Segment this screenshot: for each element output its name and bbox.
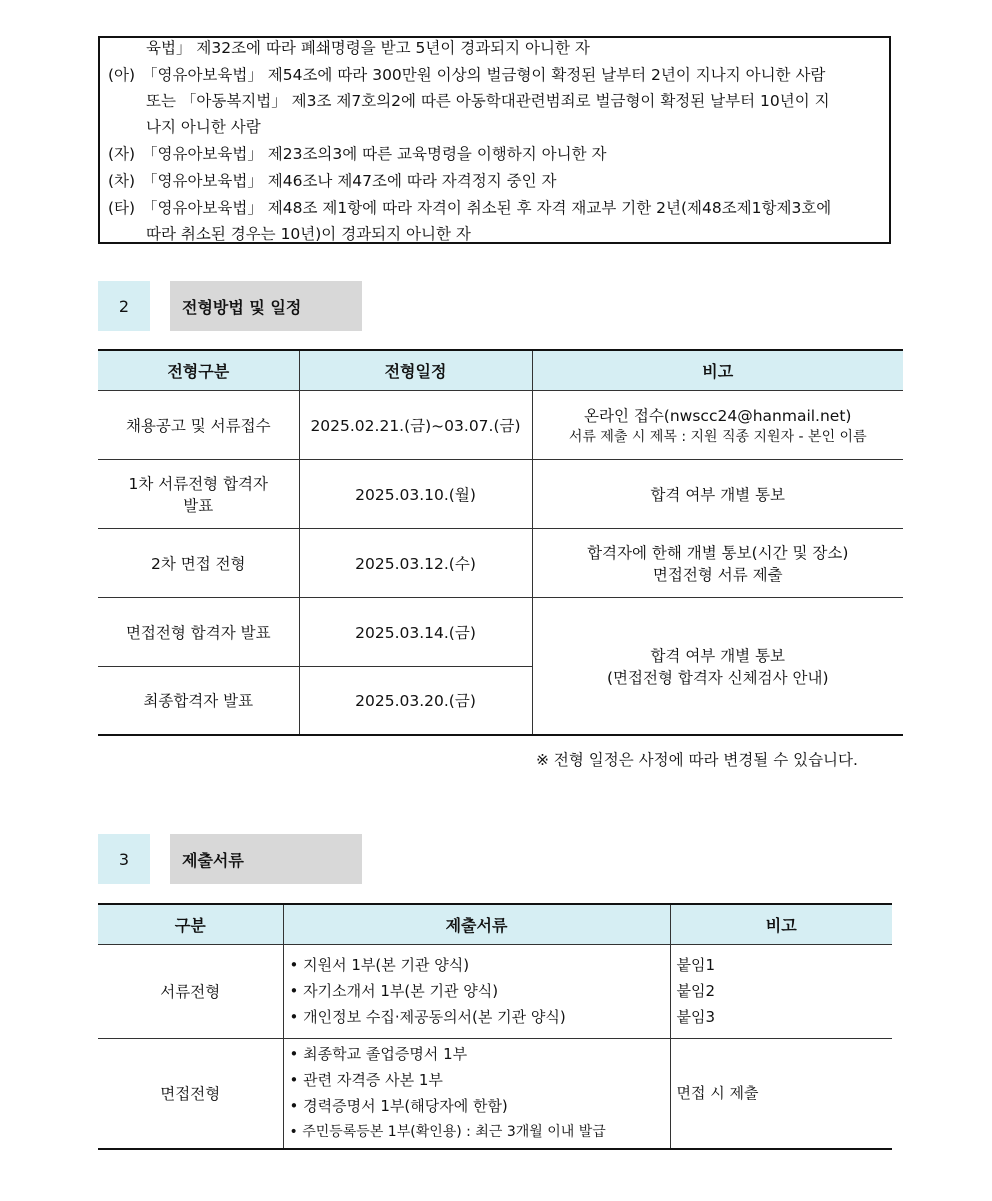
note-text: 합격 여부 개별 통보	[650, 646, 786, 665]
list-marker: (차)	[108, 172, 136, 190]
list-item-line: 따라 취소된 경우는 10년)이 경과되지 아니한 자	[146, 225, 471, 243]
documents-table	[98, 903, 892, 1150]
qualification-list-box	[98, 36, 891, 244]
docs-cell	[283, 944, 670, 1038]
list-item-line: 「영유아보육법」 제54조에 따라 300만원 이상의 벌금형이 확정된 날부터 2년이 지나지 아니한 사람	[142, 66, 826, 84]
date-cell: 2025.03.14.(금)	[299, 597, 532, 666]
table-row	[98, 390, 903, 459]
schedule-table	[98, 349, 903, 736]
attachment-label: 붙임3	[676, 1008, 716, 1026]
table-row	[98, 944, 892, 1038]
column-header: 제출서류	[283, 904, 670, 944]
table-row	[98, 597, 903, 666]
stage-cell: 채용공고 및 서류접수	[98, 390, 299, 459]
note-text: 면접전형 서류 제출	[652, 565, 783, 584]
section-title: 제출서류	[170, 834, 362, 884]
doc-item: • 최종학교 졸업증명서 1부	[289, 1045, 468, 1064]
column-header: 비고	[670, 904, 892, 944]
date-cell: 2025.03.10.(월)	[299, 459, 532, 528]
stage-cell: 2차 면접 전형	[98, 528, 299, 597]
list-item-line: 「영유아보육법」 제46조나 제47조에 따라 자격정지 중인 자	[142, 172, 557, 190]
merged-note-cell	[532, 597, 903, 735]
list-item-line: 나지 아니한 사람	[146, 118, 261, 136]
doc-item: • 자기소개서 1부(본 기관 양식)	[289, 982, 499, 1000]
note-text: 온라인 접수(nwscc24@hanmail.net)	[584, 406, 852, 425]
date-cell: 2025.03.20.(금)	[299, 666, 532, 735]
date-cell: 2025.02.21.(금)~03.07.(금)	[299, 390, 532, 459]
doc-item: • 주민등록등본 1부(확인용) : 최근 3개월 이내 발급	[289, 1124, 606, 1141]
category-cell: 면접전형	[98, 1038, 283, 1149]
doc-item: • 경력증명서 1부(해당자에 한함)	[289, 1097, 508, 1116]
column-header: 전형구분	[98, 350, 299, 390]
note-cell	[532, 390, 903, 459]
table-row	[98, 459, 903, 528]
list-marker: (아)	[108, 66, 136, 84]
stage-text: 발표	[183, 496, 214, 515]
stage-text: 1차 서류전형 합격자	[128, 474, 268, 493]
attachment-label: 붙임2	[676, 982, 716, 1000]
column-header: 비고	[532, 350, 903, 390]
docs-cell	[283, 1038, 670, 1149]
stage-cell	[98, 459, 299, 528]
doc-item: • 지원서 1부(본 기관 양식)	[289, 956, 470, 974]
list-continuation-line: 육법」 제32조에 따라 폐쇄명령을 받고 5년이 경과되지 아니한 자	[146, 39, 590, 57]
stage-cell: 최종합격자 발표	[98, 666, 299, 735]
list-item-line: 또는 「아동복지법」 제3조 제7호의2에 따른 아동학대관련범죄로 벌금형이 확정된 날부터 10년이 지	[146, 92, 830, 110]
note-cell: 합격 여부 개별 통보	[532, 459, 903, 528]
list-marker: (자)	[108, 145, 136, 163]
list-item-line: 「영유아보육법」 제48조 제1항에 따라 자격이 취소된 후 자격 재교부 기한 2년(제48조제1항제3호에	[142, 199, 832, 217]
section-number: 2	[98, 281, 150, 331]
category-cell: 서류전형	[98, 944, 283, 1038]
doc-item: • 개인정보 수집·제공동의서(본 기관 양식)	[289, 1008, 566, 1026]
stage-cell: 면접전형 합격자 발표	[98, 597, 299, 666]
date-cell: 2025.03.12.(수)	[299, 528, 532, 597]
attachment-label: 붙임1	[676, 956, 716, 974]
column-header: 전형일정	[299, 350, 532, 390]
section-title: 전형방법 및 일정	[170, 281, 362, 331]
note-cell	[532, 528, 903, 597]
table-row	[98, 528, 903, 597]
section-number: 3	[98, 834, 150, 884]
note-text: 합격자에 한해 개별 통보(시간 및 장소)	[587, 543, 849, 562]
table-header-row	[98, 904, 892, 944]
doc-item: • 관련 자격증 사본 1부	[289, 1071, 443, 1090]
note-text: 서류 제출 시 제목 : 지원 직종 지원자 - 본인 이름	[568, 428, 867, 445]
attachment-cell	[670, 944, 892, 1038]
list-marker: (타)	[108, 199, 136, 217]
column-header: 구분	[98, 904, 283, 944]
note-text: (면접전형 합격자 신체검사 안내)	[606, 668, 829, 687]
table-header-row	[98, 350, 903, 390]
table-row	[98, 1038, 892, 1149]
schedule-footnote: ※ 전형 일정은 사정에 따라 변경될 수 있습니다.	[536, 751, 858, 769]
list-item-line: 「영유아보육법」 제23조의3에 따른 교육명령을 이행하지 아니한 자	[142, 145, 607, 163]
note-cell: 면접 시 제출	[670, 1038, 892, 1149]
